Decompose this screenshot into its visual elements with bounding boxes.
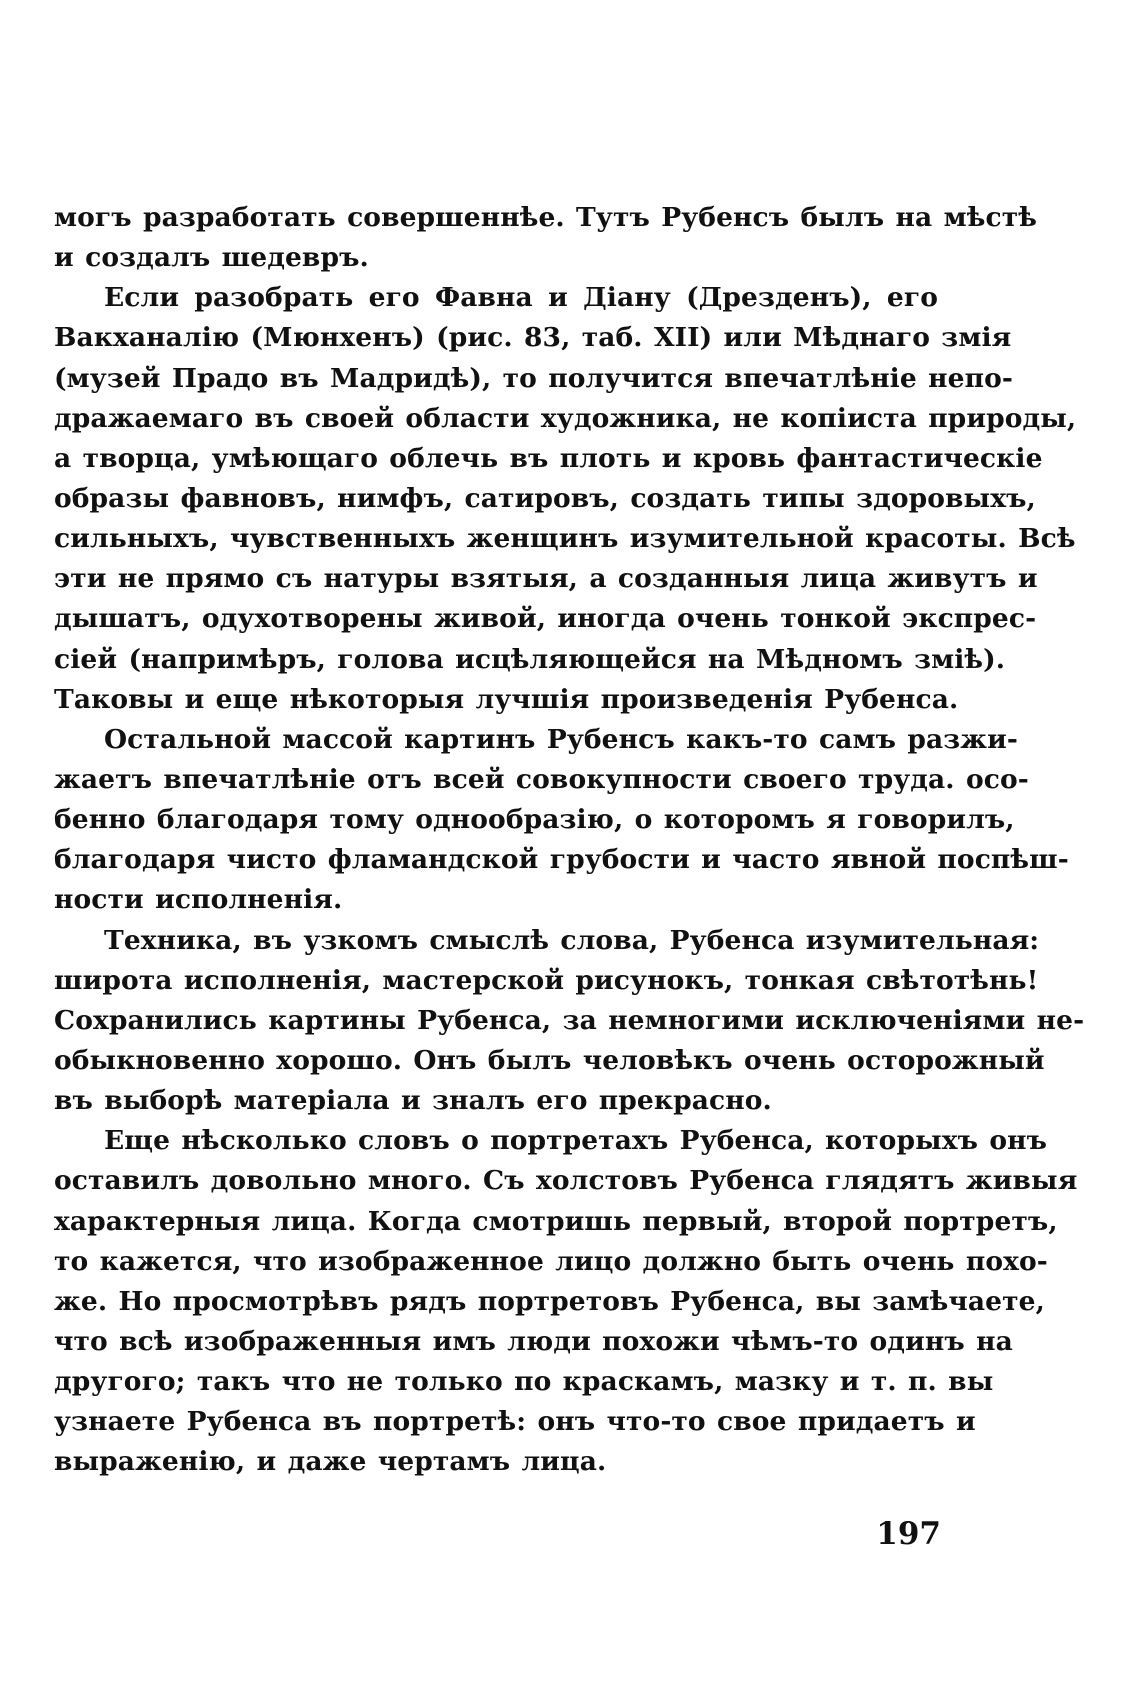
text-line: благодаря чисто фламандской грубости и часто явной поспѣш- bbox=[54, 844, 1069, 876]
text-line: дражаемаго въ своей области художника, не копіиста природы, bbox=[54, 402, 1077, 434]
text-line: Остальной массой картинъ Рубенсъ какъ-то самъ разжи- bbox=[104, 723, 1019, 755]
text-line: Еще нѣсколько словъ о портретахъ Рубенса, которыхъ онъ bbox=[104, 1125, 1048, 1157]
text-line: же. Но просмотрѣвъ рядъ портретовъ Рубенса, вы замѣчаете, bbox=[54, 1285, 1045, 1317]
text-line: жаетъ впечатлѣніе отъ всей совокупности своего труда. осо- bbox=[54, 763, 1029, 795]
text-line: то кажется, что изображенное лицо должно быть очень похо- bbox=[54, 1245, 1048, 1277]
text-line: эти не прямо съ натуры взятыя, а созданныя лица живутъ и bbox=[54, 563, 1038, 595]
body-text bbox=[54, 198, 1085, 1483]
text-line: дышатъ, одухотворены живой, иногда очень тонкой экспрес- bbox=[54, 603, 1037, 635]
text-line: Вакханалію (Мюнхенъ) (рис. 83, таб. XII) или Мѣднаго змія bbox=[54, 322, 1012, 354]
text-line: широта исполненія, мастерской рисунокъ, тонкая свѣтотѣнь! bbox=[54, 964, 1039, 996]
page-number: 197 bbox=[876, 1516, 941, 1552]
text-line: что всѣ изображенныя имъ люди похожи чѣмъ-то одинъ на bbox=[54, 1325, 1013, 1357]
text-line: образы фавновъ, нимфъ, сатировъ, создать типы здоровыхъ, bbox=[54, 482, 1036, 514]
text-line: Таковы и еще нѣкоторыя лучшія произведенія Рубенса. bbox=[54, 683, 959, 715]
text-line: сильныхъ, чувственныхъ женщинъ изумительной красоты. Всѣ bbox=[54, 523, 1076, 555]
text-line: Сохранились картины Рубенса, за немногими исключеніями не- bbox=[54, 1004, 1085, 1036]
text-line: (музей Прадо въ Мадридѣ), то получится впечатлѣніе непо- bbox=[54, 362, 1013, 394]
text-line: и создалъ шедевръ. bbox=[54, 242, 369, 274]
text-line: Если разобрать его Фавна и Діану (Дрезденъ), его bbox=[104, 282, 938, 314]
text-line: Техника, въ узкомъ смыслѣ слова, Рубенса изумительная: bbox=[104, 924, 1040, 956]
text-line: оставилъ довольно много. Съ холстовъ Рубенса глядятъ живыя bbox=[54, 1165, 1078, 1197]
text-line: узнаете Рубенса въ портретѣ: онъ что-то свое придаетъ и bbox=[54, 1406, 976, 1438]
text-line: могъ разработать совершеннѣе. Тутъ Рубенсъ былъ на мѣстѣ bbox=[54, 202, 1037, 233]
text-line: сіей (напримѣръ, голова исцѣляющейся на Мѣдномъ зміѣ). bbox=[54, 643, 1006, 675]
text-line: ности исполненія. bbox=[54, 884, 343, 916]
text-line: обыкновенно хорошо. Онъ былъ человѣкъ очень осторожный bbox=[54, 1044, 1045, 1076]
text-line: въ выборѣ матеріала и зналъ его прекрасно. bbox=[54, 1085, 772, 1117]
text-line: другого; такъ что не только по краскамъ, мазку и т. п. вы bbox=[54, 1366, 994, 1398]
text-line: характерныя лица. Когда смотришь первый, второй портретъ, bbox=[54, 1205, 1058, 1237]
text-line: бенно благодаря тому однообразію, о которомъ я говорилъ, bbox=[54, 804, 1015, 836]
text-line: а творца, умѣющаго облечь въ плоть и кровь фантастическіе bbox=[54, 442, 1043, 474]
text-line: выраженію, и даже чертамъ лица. bbox=[54, 1446, 607, 1478]
